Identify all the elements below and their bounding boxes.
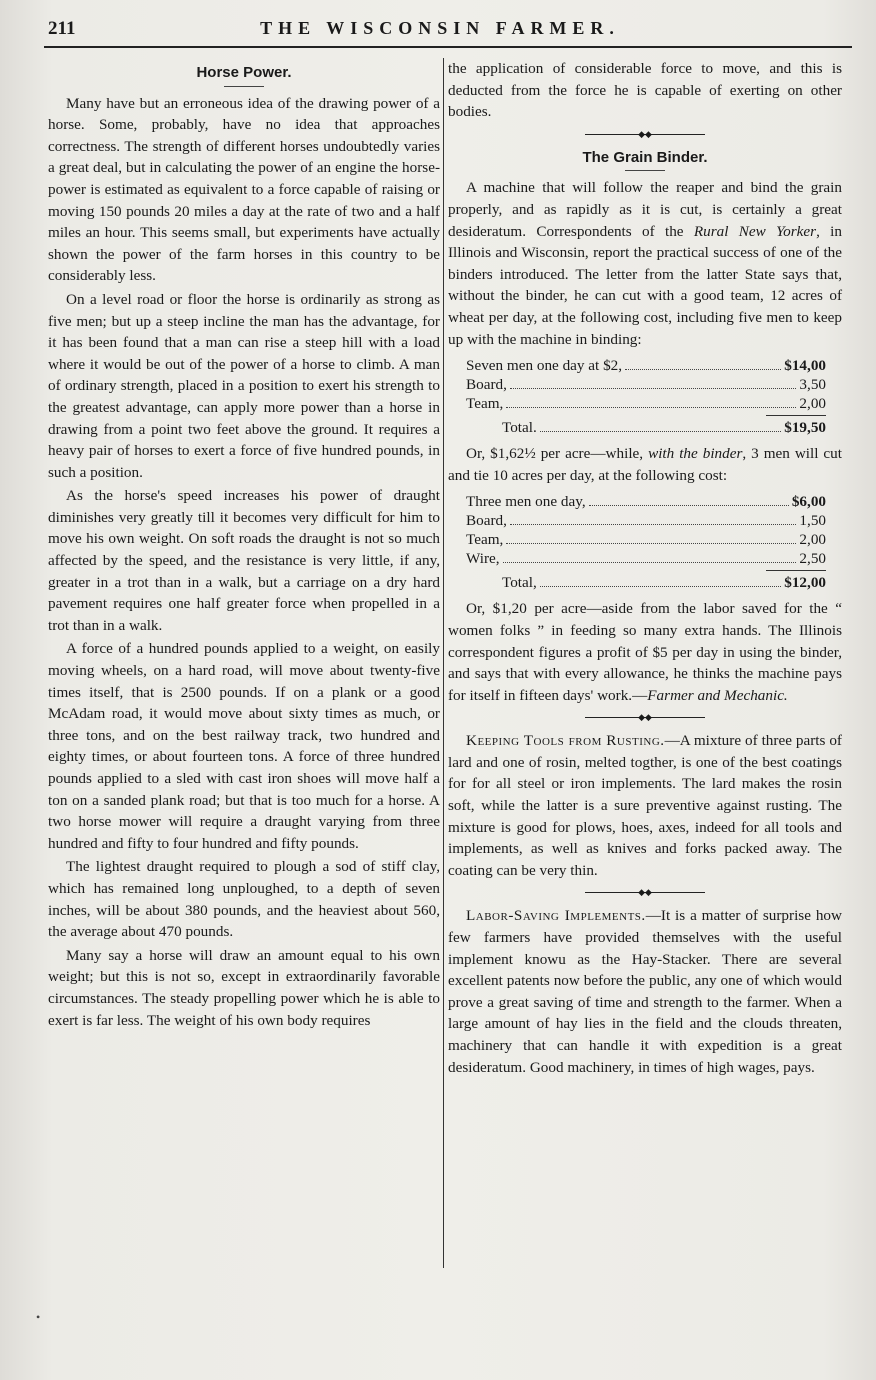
margin-speck: • — [36, 1310, 41, 1324]
horse-power-paragraph: A force of a hundred pounds applied to a weight, on easily moving wheels, on a hard road, will move about twenty-five times itself, that is 2500 pounds. If on a plank or a good McAdam road, it would move about sixty times as much, or three tons, and on the best railway track, two hundred and eighty times, or about fourteen tons. A force of three hundred pounds applied to a sled with cast iron shoes will move half a ton on a sanded plank road; but that is too much for a horse. A two horse mower will require a draught varying from three hundred and fifty to four hundred and fifty pounds. — [48, 640, 440, 852]
cost-row: Team, 2,00 — [466, 395, 826, 413]
title-underline — [224, 86, 264, 87]
running-title: THE WISCONSIN FARMER. — [260, 18, 620, 38]
page-number: 211 — [48, 18, 76, 39]
column-rule — [443, 58, 444, 1268]
horse-power-paragraph: On a level road or floor the horse is ordinarily as strong as five men; but up a steep incline the man has the advantage, for it has been found that a man can rise a steep hill with a load where it would be out of the power of a horse to climb. A man of ordinary strength, placed in a position to exert his strength to the greatest advantage, can apply more power than a horse in drawing from a point two feet above the ground. It requires a heavy pair of horses to exert a force of five hundred pounds, in such a position. — [48, 290, 440, 481]
cost-total-row: Total. $19,50 — [502, 419, 826, 437]
intro-text: A machine that will follow the reaper and bind the grain properly, and as rapidly as it is cut, is certainly a great desideratum. Correspondents of the — [448, 179, 842, 240]
source-citation: Farmer and Mechanic. — [647, 686, 788, 704]
cost-total-row: Total, $12,00 — [502, 574, 826, 592]
header-rule — [44, 46, 852, 48]
labor-saving-paragraph: Labor-Saving Implements.—It is a matter of surprise how few farmers have provided themselves with the useful implement knowu as the Hay-Stacker. There are several excellent patents now before the public, any one of which would prove a great saving of time and strength to the farmer. When a large amount of hay lies in the field and the clouds threaten, machinery that can handle it with expedition is a great desideratum. Good machinery, in times of high wages, pays. — [448, 907, 842, 1076]
horse-power-paragraph: As the horse's speed increases his power of draught diminishes very greatly till it becomes very difficult for him to move his own weight. On soft roads the draught is not so much affected by the speed, and the resistance is very little, if any, greater in a trot than in a walk, but a carriage on a dry hard pavement requires one half greater force when propelled in a trot than in a walk. — [48, 487, 440, 634]
publication-name: Rural New Yorker — [693, 222, 817, 240]
keeping-tools-heading: Keeping Tools from Rusting. — [466, 732, 665, 750]
section-divider: ◆◆ — [585, 887, 705, 897]
cost-table-with-binder — [466, 492, 826, 592]
horse-power-paragraph: Many have but an erroneous idea of the drawing power of a horse. Some, probably, have no idea that approaches correctness. The strength of different horses undoubtedly varies a great deal, but in calculating the power of an engine the horse-power is estimated as equivalent to a force capable of raising or moving 150 pounds 20 miles a day at the rate of two and a half miles an hour. This seems small, but experiments have actually shown the power of the farm horses in this country to be considerably less. — [48, 94, 440, 285]
left-column — [48, 58, 440, 1033]
intro-text: , in Illinois and Wisconsin, report the practical success of one of the binders introduced. The letter from the latter State says that, without the binder, he can cut with a good team, 12 acres of wheat per day, at the following cost, including five men to keep up with the machine in binding: — [448, 222, 842, 348]
cost-row: Wire, 2,50 — [466, 550, 826, 568]
horse-power-title: Horse Power. — [196, 64, 292, 81]
title-underline — [625, 170, 665, 171]
grain-binder-title: The Grain Binder. — [582, 148, 708, 166]
cost-row: Board, 1,50 — [466, 512, 826, 530]
cost-table-without-binder — [466, 356, 826, 437]
page-header — [30, 14, 850, 44]
total-rule — [766, 415, 826, 416]
grain-binder-closing: Or, $1,20 per acre—aside from the labor saved for the “ women folks ” in feeding so many extra hands. The Illinois correspondent figures a profit of $5 per day in using the binder, and says that with every allowance, he thinks the machine pays for itself in fifteen days' work.—Farmer and Mechanic. — [448, 600, 842, 704]
horse-power-paragraph: The lightest draught required to plough a sod of stiff clay, which has remained long unploughed, to a depth of seven inches, will be about 380 pounds, and the heaviest about 560, the average about 470 pounds. — [48, 858, 440, 941]
grain-binder-intro — [448, 177, 842, 350]
labor-saving-heading: Labor-Saving Implements. — [466, 907, 646, 925]
cost-row: Three men one day, $6,00 — [466, 493, 826, 511]
total-rule — [766, 570, 826, 571]
cost-row: Board, 3,50 — [466, 376, 826, 394]
right-column — [448, 58, 842, 1080]
keeping-tools-paragraph: Keeping Tools from Rusting.—A mixture of three parts of lard and one of rosin, melted togther, is one of the best coatings for for all steel or iron implements. The lard makes the rosin soft, while the latter is a sure preventive against rusting. The mixture is good for plows, hoes, axes, indeed for all tools and implements, as well as knives and forks packed away. The coating can be very thin. — [448, 732, 842, 879]
cost-row: Seven men one day at $2, $14,00 — [466, 357, 826, 375]
section-divider: ◆◆ — [585, 712, 705, 722]
horse-power-continuation: the application of considerable force to move, and this is deducted from the force he is capable of exerting on other bodies. — [448, 60, 842, 121]
grain-binder-middle: Or, $1,62½ per acre—while, with the binder, 3 men will cut and tie 10 acres per day, at the following cost: — [448, 445, 842, 484]
cost-row: Team, 2,00 — [466, 531, 826, 549]
horse-power-paragraph: Many say a horse will draw an amount equal to his own weight; but this is not so, except in extraordinarily favorable circumstances. The steady propelling power which he is able to exert is far less. The weight of his own body requires — [48, 946, 440, 1029]
section-divider: ◆◆ — [585, 129, 705, 139]
